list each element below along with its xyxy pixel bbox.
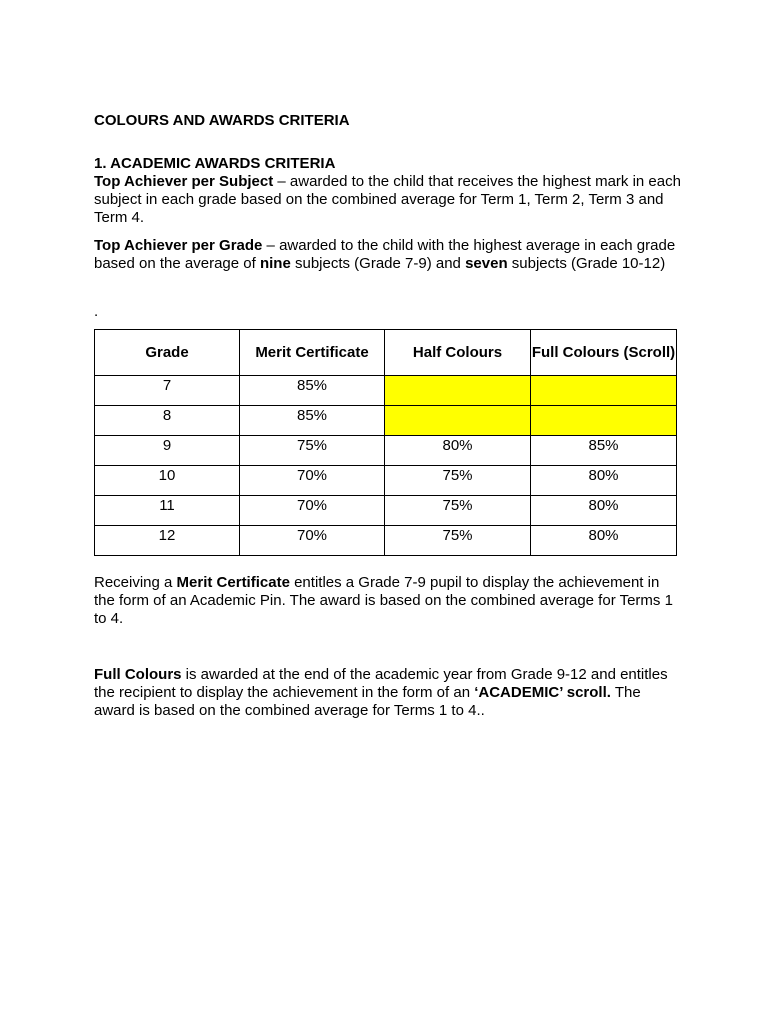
table-cell: 80% xyxy=(531,526,677,556)
paragraph-text: – awarded to the child with the highest average in each grade based on the average of xyxy=(94,237,676,272)
column-header-grade: Grade xyxy=(95,330,240,376)
paragraph-text: entitles a Grade 7-9 pupil to display the achievement in the form of an Academic Pin. The award is based on the combined average for Terms 1 to 4. xyxy=(94,574,673,627)
term-full-colours: Full Colours xyxy=(94,666,182,683)
paragraph-text: subjects (Grade 10-12) xyxy=(507,255,666,272)
paragraph-text: The award is based on the combined average for Terms 1 to 4.. xyxy=(94,684,641,719)
table-cell: 10 xyxy=(95,466,240,496)
table-cell-highlighted xyxy=(531,406,677,436)
table-cell: 75% xyxy=(385,496,531,526)
column-header-merit-certificate: Merit Certificate xyxy=(240,330,385,376)
emphasis-seven: seven xyxy=(465,255,508,272)
table-header-row xyxy=(95,330,677,376)
table-cell: 7 xyxy=(95,376,240,406)
table-row xyxy=(95,376,677,406)
table-cell: 12 xyxy=(95,526,240,556)
table-cell-highlighted xyxy=(531,376,677,406)
table-cell: 9 xyxy=(95,436,240,466)
table-row xyxy=(95,496,677,526)
table-cell: 75% xyxy=(385,466,531,496)
table-cell: 85% xyxy=(240,376,385,406)
term-merit-certificate: Merit Certificate xyxy=(176,574,290,591)
table-cell-highlighted xyxy=(385,376,531,406)
column-header-full-colours: Full Colours (Scroll) xyxy=(531,330,677,376)
term-top-achiever-subject: Top Achiever per Subject xyxy=(94,173,274,190)
paragraph-text: subjects (Grade 7-9) and xyxy=(290,255,466,272)
table-row xyxy=(95,466,677,496)
table-cell: 70% xyxy=(240,466,385,496)
table-cell: 80% xyxy=(385,436,531,466)
table-cell: 70% xyxy=(240,496,385,526)
column-header-half-colours: Half Colours xyxy=(385,330,531,376)
table-cell: 11 xyxy=(95,496,240,526)
paragraph-text: is awarded at the end of the academic year from Grade 9-12 and entitles the recipient to display the achievement in the form of an xyxy=(94,666,668,701)
term-top-achiever-grade: Top Achiever per Grade xyxy=(94,237,263,254)
emphasis-nine: nine xyxy=(259,255,291,272)
table-row xyxy=(95,526,677,556)
awards-criteria-table xyxy=(94,329,677,556)
paragraph-merit-certificate xyxy=(94,574,684,628)
table-cell: 80% xyxy=(531,466,677,496)
term-academic-scroll: ‘ACADEMIC’ scroll. xyxy=(474,684,611,701)
paragraph-top-achiever-subject xyxy=(94,173,684,227)
table-cell: 85% xyxy=(240,406,385,436)
table-cell: 85% xyxy=(531,436,677,466)
page-title: COLOURS AND AWARDS CRITERIA xyxy=(94,112,350,129)
table-cell: 75% xyxy=(385,526,531,556)
table-cell: 80% xyxy=(531,496,677,526)
stray-dot: . xyxy=(94,303,99,320)
table-cell-highlighted xyxy=(385,406,531,436)
table-row xyxy=(95,436,677,466)
paragraph-text: Receiving a xyxy=(94,574,177,591)
paragraph-text: – awarded to the child that receives the highest mark in each subject in each grade based on the combined average for Term 1, Term 2, Term 3 and Term 4. xyxy=(94,173,681,226)
table-cell: 75% xyxy=(240,436,385,466)
table-cell: 70% xyxy=(240,526,385,556)
section-heading: 1. ACADEMIC AWARDS CRITERIA xyxy=(94,155,336,172)
paragraph-full-colours xyxy=(94,666,684,720)
table-row xyxy=(95,406,677,436)
table-cell: 8 xyxy=(95,406,240,436)
paragraph-top-achiever-grade xyxy=(94,237,684,273)
